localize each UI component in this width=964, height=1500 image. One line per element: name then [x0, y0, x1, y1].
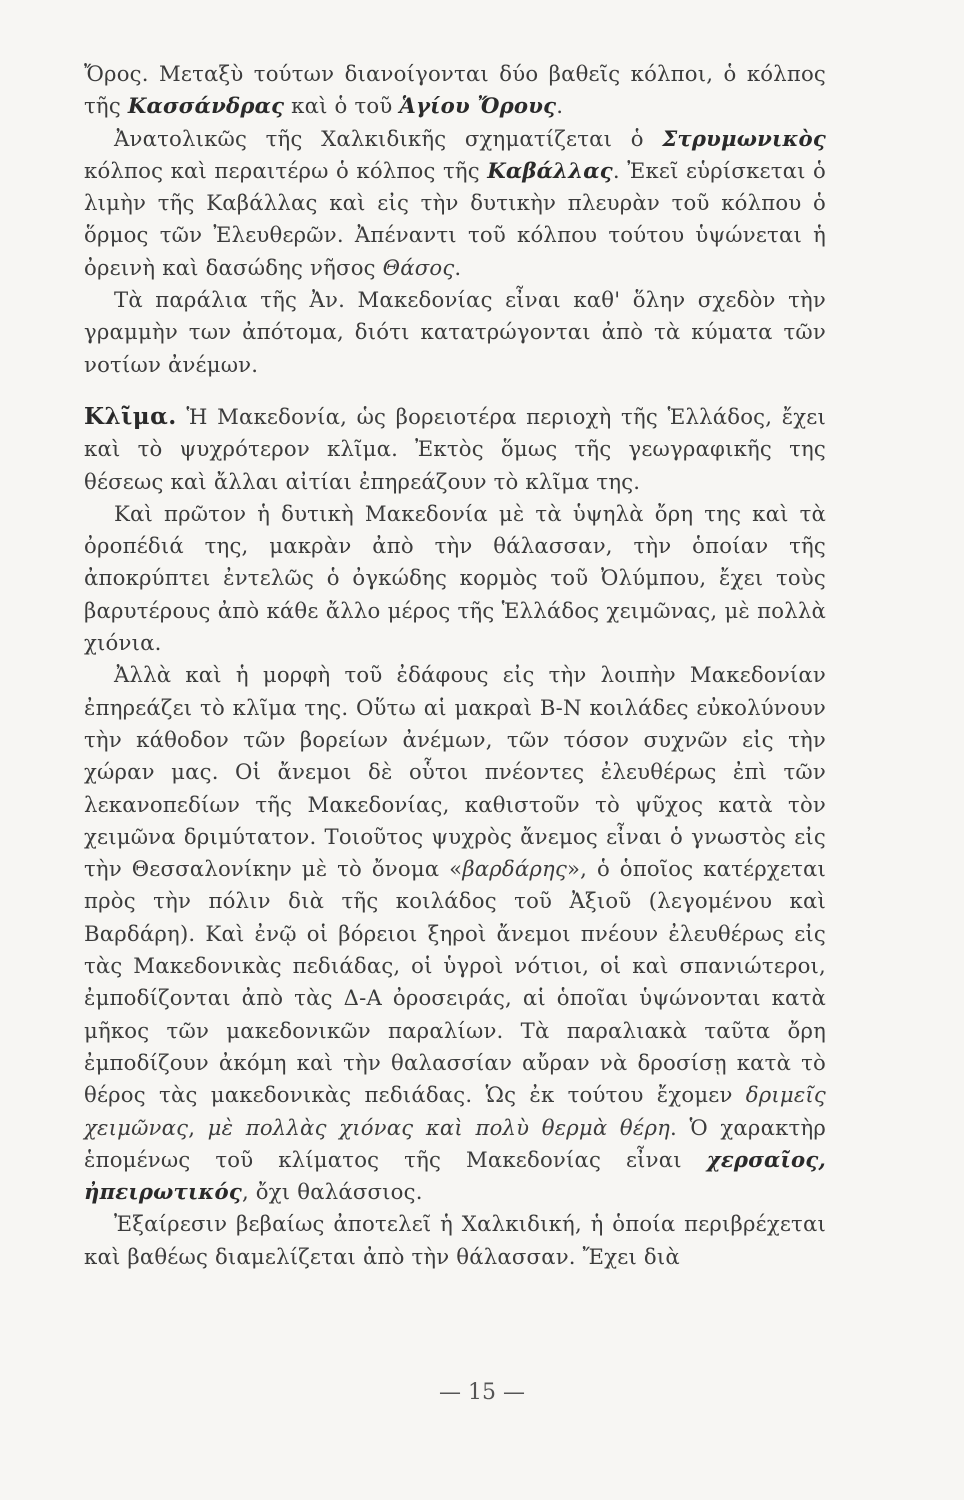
place-kavala: Καβάλλας	[487, 157, 613, 183]
page-number: — 15 —	[439, 1380, 525, 1405]
section-heading-klima: Κλῖμα.	[84, 402, 177, 430]
place-thasos: Θάσος	[382, 254, 455, 280]
emphasis-summers: μὲ πολλὰς χιόνας καὶ πολὺ θερμὰ θέρη	[207, 1114, 670, 1140]
paragraph-4: Κλῖμα. Ἡ Μακεδονία, ὡς βορειοτέρα περιοχὴ τῆς Ἑλλάδος, ἔχει καὶ τὸ ψυχρότερον κλῖμα. Ἐκτὸς ὅμως τῆς γεωγραφικῆς της θέσεως καὶ ἄλλαι αἰτίαι ἐπηρεάζουν τὸ κλῖμα της.	[84, 402, 826, 494]
place-kassandra: Κασσάνδρας	[127, 93, 285, 119]
page-text	[84, 58, 826, 1273]
paragraph-1: Ὄρος. Μεταξὺ τούτων διανοίγονται δύο βαθεῖς κόλποι, ὁ κόλπος τῆς Κασσάνδρας καὶ ὁ τοῦ Ἁγίου Ὄρους.	[84, 61, 826, 119]
paragraph-3: Τὰ παράλια τῆς Ἀν. Μακεδονίας εἶναι καθ' ὅλην σχεδὸν τὴν γραμμὴν των ἀπότομα, διότι κατατρώγονται ἀπὸ τὰ κύματα τῶν νοτίων ἀνέμων.	[84, 287, 826, 377]
paragraph-2: Ἀνατολικῶς τῆς Χαλκιδικῆς σχηματίζεται ὁ Στρυμωνικὸς κόλπος καὶ περαιτέρω ὁ κόλπος τῆς Καβάλλας. Ἐκεῖ εὑρίσκεται ὁ λιμὴν τῆς Καβάλλας καὶ εἰς τὴν δυτικὴν πλευρὰν τοῦ κόλπου ὁ ὅρμος τῶν Ἐλευθερῶν. Ἀπέναντι τοῦ κόλπου τούτου ὑψώνεται ἡ ὀρεινὴ καὶ δασώδης νῆσος Θάσος.	[84, 125, 826, 280]
paragraph-6: Ἀλλὰ καὶ ἡ μορφὴ τοῦ ἐδάφους εἰς τὴν λοιπὴν Μακεδονίαν ἐπηρεάζει τὸ κλῖμα της. Οὕτω αἱ μακραὶ Β-Ν κοιλάδες εὐκολύνουν τὴν κάθοδον τῶν βορείων ἀνέμων, τῶν τόσον συχνῶν εἰς τὴν χώραν μας. Οἱ ἄνεμοι δὲ οὗτοι πνέοντες ἐλευθέρως ἐπὶ τῶν λεκανοπεδίων τῆς Μακεδονίας, καθιστοῦν τὸ ψῦχος κατὰ τὸν χειμῶνα δριμύτατον. Τοιοῦτος ψυχρὸς ἄνεμος εἶναι ὁ γνωστὸς εἰς τὴν Θεσσαλονίκην μὲ τὸ ὄνομα «βαρδάρης», ὁ ὁποῖος κατέρχεται πρὸς τὴν πόλιν διὰ τῆς κοιλάδος τοῦ Ἀξιοῦ (λεγομένου καὶ Βαρδάρη). Καὶ ἐνῷ οἱ βόρειοι ξηροὶ ἄνεμοι πνέουν ἐλευθέρως εἰς τὰς Μακεδονικὰς πεδιάδας, οἱ ὑγροὶ νότιοι, οἱ καὶ σπανιώτεροι, ἐμποδίζονται ἀπὸ τὰς Δ-Α ὀροσειράς, αἱ ὁποῖαι ὑψώνονται κατὰ μῆκος τῶν μακεδονικῶν παραλίων. Τὰ παραλιακὰ ταῦτα ὄρη ἐμποδίζουν ἀκόμη καὶ τὴν θαλασσίαν αὔραν νὰ δροσίσῃ κατὰ τὸ θέρος τὰς μακεδονικὰς πεδιάδας. Ὡς ἐκ τούτου ἔχομεν δριμεῖς χειμῶνας, μὲ πολλὰς χιόνας καὶ πολὺ θερμὰ θέρη. Ὁ χαρακτὴρ ἑπομένως τοῦ κλίματος τῆς Μακεδονίας εἶναι χερσαῖος, ἠπειρωτικός, ὄχι θαλάσσιος.	[84, 662, 827, 1205]
paragraph-7: Ἐξαίρεσιν βεβαίως ἀποτελεῖ ἡ Χαλκιδική, ἡ ὁποία περιβρέχεται καὶ βαθέως διαμελίζεται ἀπὸ τὴν θάλασσαν. Ἔχει διὰ	[84, 1211, 826, 1269]
paragraph-5: Καὶ πρῶτον ἡ δυτικὴ Μακεδονία μὲ τὰ ὑψηλὰ ὄρη της καὶ τὰ ὀροπέδιά της, μακρὰν ἀπὸ τὴν θάλασσαν, τὴν ὁποίαν τῆς ἀποκρύπτει ἐντελῶς ὁ ὀγκώδης κορμὸς τοῦ Ὀλύμπου, ἔχει τοὺς βαρυτέρους ἀπὸ κάθε ἄλλο μέρος τῆς Ἑλλάδος χειμῶνας, μὲ πολλὰ χιόνια.	[84, 500, 826, 656]
term-vardaris: βαρδάρης	[462, 856, 568, 882]
emphasis-winters: δριμεῖς χειμῶνας	[84, 1082, 826, 1140]
place-agion-oros: Ἁγίου Ὄρους	[399, 93, 557, 119]
emphasis-continental: χερσαῖος, ἠπειρωτικός	[84, 1146, 826, 1205]
place-strymonikos: Στρυμωνικὸς	[662, 125, 826, 151]
section-gap	[84, 381, 826, 401]
